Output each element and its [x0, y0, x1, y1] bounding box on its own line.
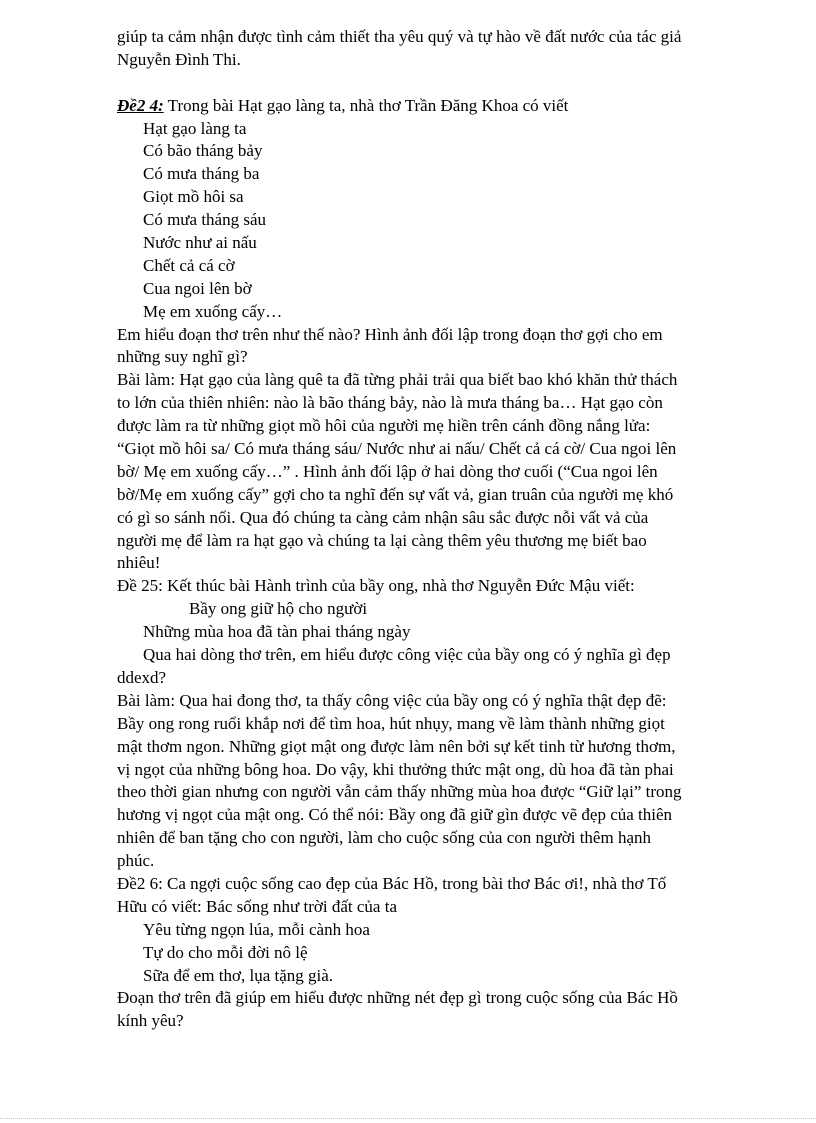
line-text: bờ/Mẹ em xuống cấy” gợi cho ta nghĩ đến sự vất vả, gian truân của người mẹ khó — [117, 484, 674, 504]
section-heading-line — [117, 95, 757, 118]
line-text: Bài làm: Hạt gạo của làng quê ta đã từng phải trải qua biết bao khó khăn thử thách — [117, 370, 678, 390]
text-line — [117, 736, 757, 759]
line-text: hương vị ngọt của mật ong. Có thể nói: Bầy ong đã giữ gìn được vẽ đẹp của thiên — [117, 805, 673, 825]
text-line — [117, 392, 757, 415]
line-text: Có mưa tháng ba — [143, 164, 260, 184]
poem-line — [117, 301, 757, 324]
line-text: kính yêu? — [117, 1011, 184, 1031]
blank-line — [117, 72, 757, 95]
line-text: người mẹ để làm ra hạt gạo và chúng ta lại càng thêm yêu thương mẹ biết bao — [117, 530, 647, 550]
text-line — [117, 461, 757, 484]
line-text: ddexd? — [117, 667, 167, 687]
line-text: Tự do cho mỗi đời nô lệ — [143, 942, 308, 962]
line-text: Đề2 6: Ca ngợi cuộc sống cao đẹp của Bác Hồ, trong bài thơ Bác ơi!, nhà thơ Tố — [117, 873, 667, 893]
text-line — [117, 575, 757, 598]
line-text: mật thơm ngon. Những giọt mật ong được làm nên bởi sự kết tinh từ hương thơm, — [117, 736, 676, 756]
poem-line — [117, 621, 757, 644]
line-text: Chết cả cá cờ — [143, 255, 235, 275]
line-text: “Giọt mồ hôi sa/ Có mưa tháng sáu/ Nước như ai nấu/ Chết cả cá cờ/ Cua ngoi lên — [117, 439, 677, 459]
line-text: Bầy ong rong ruổi khắp nơi để tìm hoa, hút nhụy, mang về làm thành những giọt — [117, 713, 665, 733]
poem-line — [117, 232, 757, 255]
line-text: Có bão tháng bảy — [143, 141, 263, 161]
poem-line — [117, 140, 757, 163]
text-line — [117, 690, 757, 713]
text-line — [117, 530, 757, 553]
line-text: Cua ngoi lên bờ — [143, 278, 252, 298]
line-text: nhiêu! — [117, 553, 161, 573]
poem-line — [117, 163, 757, 186]
line-text: được làm ra từ những giọt mồ hôi của người mẹ hiền trên cánh đồng nắng lửa: — [117, 416, 651, 436]
text-line — [117, 507, 757, 530]
line-text: Những mùa hoa đã tàn phai tháng ngày — [143, 622, 411, 642]
text-line — [117, 896, 757, 919]
poem-line — [117, 644, 757, 667]
line-text: Đoạn thơ trên đã giúp em hiểu được những nét đẹp gì trong cuộc sống của Bác Hồ — [117, 988, 678, 1008]
poem-line — [117, 965, 757, 988]
text-line — [117, 804, 757, 827]
line-text: Hạt gạo làng ta — [143, 118, 247, 138]
text-line — [117, 667, 757, 690]
line-text: Hữu có viết: Bác sống như trời đất của ta — [117, 896, 397, 916]
text-line — [117, 987, 757, 1010]
text-line — [117, 438, 757, 461]
line-text: theo thời gian nhưng con người vẫn cảm thấy những mùa hoa được “Giữ lại” trong — [117, 782, 682, 802]
line-text: bờ/ Mẹ em xuống cấy…” . Hình ảnh đối lập ở hai dòng thơ cuối (“Cua ngoi lên — [117, 461, 658, 481]
text-line — [117, 713, 757, 736]
line-text: những suy nghĩ gì? — [117, 347, 248, 367]
line-text: vị ngọt của những bông hoa. Do vậy, khi thưởng thức mật ong, dù hoa đã tàn phai — [117, 759, 674, 779]
line-text: Bài làm: Qua hai đong thơ, ta thấy công việc của bầy ong có ý nghĩa thật đẹp đẽ: — [117, 690, 667, 710]
line-text: Có mưa tháng sáu — [143, 210, 267, 230]
line-text: Giọt mồ hôi sa — [143, 187, 244, 207]
text-line — [117, 781, 757, 804]
line-text: Trong bài Hạt gạo làng ta, nhà thơ Trần Đăng Khoa có viết — [163, 95, 569, 115]
poem-line — [117, 919, 757, 942]
line-text: Nguyễn Đình Thi. — [117, 49, 241, 69]
line-text: phúc. — [117, 851, 155, 871]
poem-line — [117, 209, 757, 232]
poem-line — [117, 942, 757, 965]
text-line — [117, 49, 757, 72]
line-text: giúp ta cảm nhận được tình cảm thiết tha yêu quý và tự hào về đất nước của tác giả — [117, 27, 682, 46]
text-line — [117, 1010, 757, 1033]
poem-line — [117, 118, 757, 141]
text-line — [117, 850, 757, 873]
page-footer-divider — [0, 1118, 816, 1119]
line-text: Yêu từng ngọn lúa, mỗi cành hoa — [143, 919, 370, 939]
line-text: Qua hai dòng thơ trên, em hiểu được công việc của bầy ong có ý nghĩa gì đẹp — [143, 645, 671, 665]
poem-line — [117, 598, 757, 621]
poem-line — [117, 255, 757, 278]
text-line — [117, 324, 757, 347]
line-text: to lớn của thiên nhiên: nào là bão tháng bảy, nào là mưa tháng ba… Hạt gạo còn — [117, 393, 663, 413]
document-page — [117, 26, 757, 1033]
text-line — [117, 484, 757, 507]
text-line — [117, 346, 757, 369]
poem-line — [117, 278, 757, 301]
text-line — [117, 827, 757, 850]
line-text: Em hiểu đoạn thơ trên như thế nào? Hình ảnh đối lập trong đoạn thơ gợi cho em — [117, 324, 663, 344]
text-line — [117, 759, 757, 782]
text-line — [117, 369, 757, 392]
line-text: nhiên để ban tặng cho con người, làm cho cuộc sống của con người thêm hạnh — [117, 828, 651, 848]
line-text: có gì so sánh nổi. Qua đó chúng ta càng cảm nhận sâu sắc được nỗi vất vả của — [117, 507, 649, 527]
line-text: Mẹ em xuống cấy… — [143, 301, 283, 321]
line-text: Bầy ong giữ hộ cho người — [189, 599, 368, 619]
text-line — [117, 552, 757, 575]
line-text: Nước như ai nấu — [143, 233, 257, 253]
line-text: Sữa để em thơ, lụa tặng già. — [143, 965, 334, 985]
text-line — [117, 873, 757, 896]
poem-line — [117, 186, 757, 209]
section-label: Đề2 4: — [117, 95, 164, 115]
line-text: Đề 25: Kết thúc bài Hành trình của bầy ong, nhà thơ Nguyễn Đức Mậu viết: — [117, 576, 635, 596]
text-line — [117, 26, 757, 49]
text-line — [117, 415, 757, 438]
